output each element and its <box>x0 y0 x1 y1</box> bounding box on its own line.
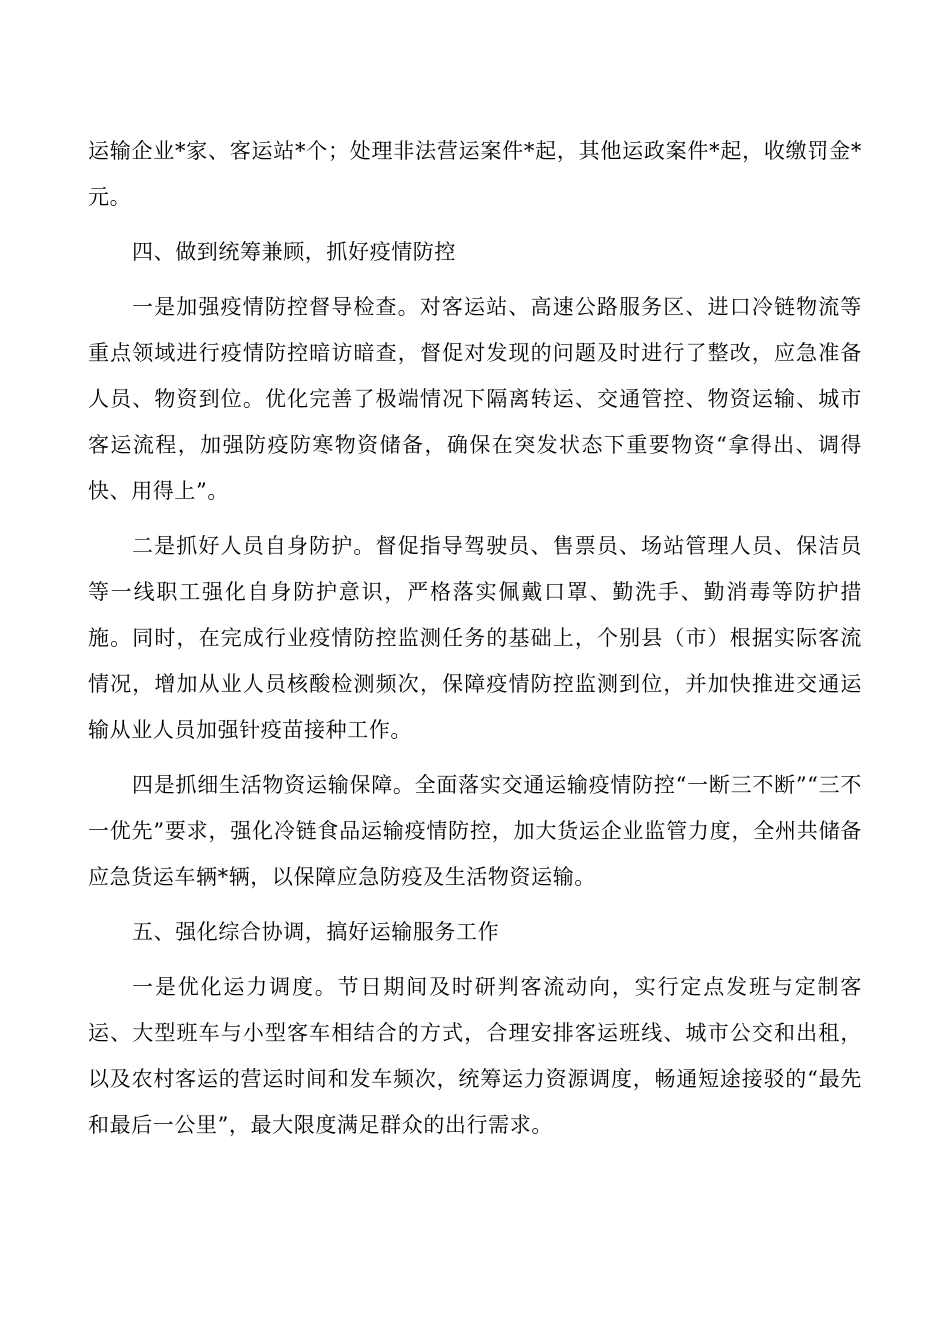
paragraph-continuation: 运输企业*家、客运站*个；处理非法营运案件*起，其他运政案件*起，收缴罚金*元。 <box>88 139 862 209</box>
paragraph-personal-protection: 二是抓好人员自身防护。督促指导驾驶员、售票员、场站管理人员、保洁员等一线职工强化自身防护意识，严格落实佩戴口罩、勤洗手、勤消毒等防护措施。同时，在完成行业疫情防控监测任务的基础上，个别县（市）根据实际客流情况，增加从业人员核酸检测频次，保障疫情防控监测到位，并加快推进交通运输从业人员加强针疫苗接种工作。 <box>88 534 862 742</box>
paragraph-inspection: 一是加强疫情防控督导检查。对客运站、高速公路服务区、进口冷链物流等重点领域进行疫情防控暗访暗查，督促对发现的问题及时进行了整改，应急准备人员、物资到位。优化完善了极端情况下隔离转运、交通管控、物资运输、城市客运流程，加强防疫防寒物资储备，确保在突发状态下重要物资“拿得出、调得快、用得上”。 <box>88 295 862 503</box>
section-heading-epidemic-control: 四、做到统筹兼顾，抓好疫情防控 <box>132 240 456 264</box>
document-page <box>88 128 862 1157</box>
paragraph-supply-transport: 四是抓细生活物资运输保障。全面落实交通运输疫情防控“一断三不断”“三不一优先”要求，强化冷链食品运输疫情防控，加大货运企业监管力度，全州共储备应急货运车辆*辆，以保障应急防疫及生活物资运输。 <box>88 773 862 889</box>
paragraph-capacity-dispatch: 一是优化运力调度。节日期间及时研判客流动向，实行定点发班与定制客运、大型班车与小型客车相结合的方式，合理安排客运班线、城市公交和出租，以及农村客运的营运时间和发车频次，统筹运力资源调度，畅通短途接驳的“最先和最后一公里”，最大限度满足群众的出行需求。 <box>88 975 862 1137</box>
section-heading-transport-service: 五、强化综合协调，搞好运输服务工作 <box>132 920 500 944</box>
